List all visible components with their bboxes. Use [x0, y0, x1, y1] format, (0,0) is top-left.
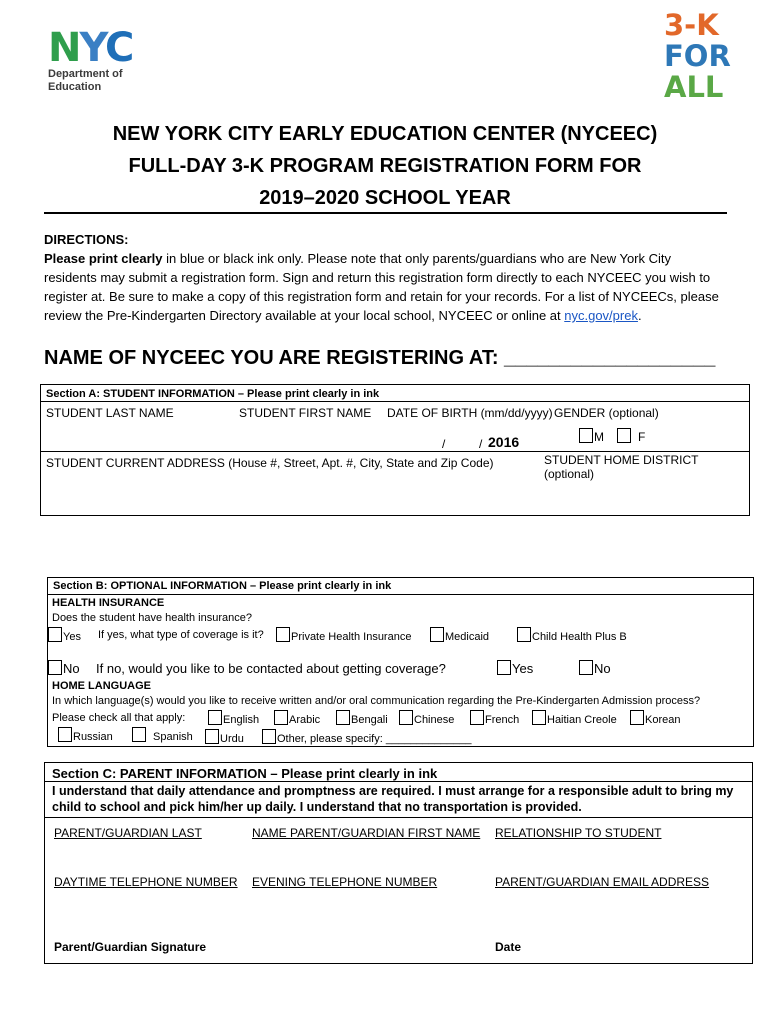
- language-question: In which language(s) would you like to receive written and/or oral communication regarding the Pre-Kindergarten Admission process?: [52, 695, 701, 707]
- section-b-prefix: Section B:: [53, 580, 111, 592]
- lang-other-checkbox[interactable]: [262, 729, 276, 744]
- directions: [44, 230, 724, 325]
- lang-bengali-label: Bengali: [351, 714, 388, 726]
- lang-russian-option[interactable]: [58, 727, 113, 743]
- section-b-header-rule: [48, 594, 753, 595]
- dob-year: 2016: [488, 434, 520, 450]
- section-a-header-rule: [41, 401, 749, 402]
- section-c: [44, 762, 753, 964]
- lang-urdu-option[interactable]: [205, 729, 244, 745]
- lang-korean-option[interactable]: [630, 710, 680, 726]
- lang-urdu-checkbox[interactable]: [205, 729, 219, 744]
- logo-for: FOR: [664, 39, 731, 73]
- directions-lead: Please print clearly: [44, 251, 163, 266]
- lang-urdu-label: Urdu: [220, 733, 244, 745]
- section-b-title: OPTIONAL INFORMATION – Please print clearly in ink: [110, 580, 392, 592]
- relationship-label: RELATIONSHIP TO STUDENT: [495, 826, 662, 840]
- lang-bengali-option[interactable]: [336, 710, 388, 726]
- directions-heading: DIRECTIONS:: [44, 232, 129, 247]
- home-district-label: STUDENT HOME DISTRICT (optional): [544, 453, 699, 481]
- lang-other-option[interactable]: [262, 729, 471, 745]
- lang-spanish-option[interactable]: [132, 727, 193, 743]
- medicaid-label: Medicaid: [445, 631, 490, 643]
- section-a-header: Section A: STUDENT INFORMATION – Please print clearly in ink: [46, 388, 380, 400]
- health-insurance-title: HEALTH INSURANCE: [52, 597, 165, 609]
- date-label: Date: [495, 940, 522, 954]
- lang-french-label: French: [485, 714, 520, 726]
- lang-haitian-creole-option[interactable]: [532, 710, 617, 726]
- lang-spanish-checkbox[interactable]: [132, 727, 146, 742]
- gender-m-checkbox[interactable]: [579, 428, 593, 443]
- logo-all: ALL: [664, 70, 724, 104]
- dob-slash-2: /: [479, 437, 483, 451]
- title-line-1: NEW YORK CITY EARLY EDUCATION CENTER (NYCEEC): [112, 123, 658, 145]
- health-insurance-question: Does the student have health insurance?: [52, 612, 252, 624]
- title-divider: [44, 212, 727, 214]
- lang-english-label: English: [223, 714, 260, 726]
- lang-chinese-label: Chinese: [414, 714, 455, 726]
- dob-label: DATE OF BIRTH (mm/dd/yyyy): [387, 406, 553, 420]
- contact-no-label: No: [594, 661, 611, 676]
- student-last-name-label: STUDENT LAST NAME: [46, 406, 174, 420]
- nyceec-name-heading: NAME OF NYCEEC YOU ARE REGISTERING AT: ___________________: [44, 347, 716, 369]
- signature-label: Parent/Guardian Signature: [54, 940, 207, 954]
- section-b-header: [53, 580, 391, 592]
- logo-3k: 3-K: [664, 8, 719, 42]
- private-insurance-label: Private Health Insurance: [291, 631, 412, 643]
- doe-label-line1: Department of: [48, 68, 123, 80]
- child-health-plus-label: Child Health Plus B: [532, 631, 627, 643]
- contact-yes-checkbox[interactable]: [497, 660, 511, 675]
- lang-haitian-creole-label: Haitian Creole: [547, 714, 617, 726]
- contact-no-checkbox[interactable]: [579, 660, 593, 675]
- contact-no-option[interactable]: [579, 660, 611, 676]
- private-insurance-checkbox[interactable]: [276, 627, 290, 642]
- lang-spanish-label: Spanish: [153, 731, 193, 743]
- gender-f-option[interactable]: [617, 428, 645, 446]
- title-line-2: FULL-DAY 3-K PROGRAM REGISTRATION FORM FOR: [128, 155, 642, 177]
- parent-first-name-label: NAME PARENT/GUARDIAN FIRST NAME: [252, 826, 481, 840]
- nyc-logo-letters: NYC: [48, 25, 133, 71]
- lang-korean-checkbox[interactable]: [630, 710, 644, 725]
- lang-french-checkbox[interactable]: [470, 710, 484, 725]
- insurance-no-option[interactable]: [48, 660, 80, 676]
- lang-french-option[interactable]: [470, 710, 519, 726]
- lang-english-checkbox[interactable]: [208, 710, 222, 725]
- section-a-row-rule: [41, 451, 749, 452]
- contact-question: If no, would you like to be contacted about getting coverage?: [96, 661, 446, 676]
- doe-label-line2: Education: [48, 81, 102, 93]
- nyc-doe-logo: [48, 25, 158, 98]
- lang-chinese-option[interactable]: [399, 710, 454, 726]
- 3k-for-all-logo: [664, 10, 744, 106]
- lang-arabic-checkbox[interactable]: [274, 710, 288, 725]
- gender-label: GENDER (optional): [554, 406, 659, 420]
- gender-f-label: F: [638, 430, 646, 444]
- lang-russian-label: Russian: [73, 731, 113, 743]
- gender-f-checkbox[interactable]: [617, 428, 631, 443]
- insurance-no-label: No: [63, 661, 80, 676]
- attendance-statement: I understand that daily attendance and promptness are required. I must arrange for a responsible adult to bring my child to school and pick him/her up daily. I understand that no transportation is provided.: [52, 784, 734, 814]
- medicaid-option[interactable]: [430, 627, 489, 643]
- private-insurance-option[interactable]: [276, 627, 411, 643]
- student-address-label: STUDENT CURRENT ADDRESS (House #, Street, Apt. #, City, State and Zip Code): [46, 456, 494, 470]
- contact-yes-label: Yes: [512, 661, 534, 676]
- directions-tail: .: [637, 308, 642, 323]
- section-a: [40, 384, 750, 516]
- child-health-plus-option[interactable]: [517, 627, 627, 643]
- parent-last-name-label: PARENT/GUARDIAN LAST: [54, 826, 202, 840]
- lang-haitian-creole-checkbox[interactable]: [532, 710, 546, 725]
- home-language-title: HOME LANGUAGE: [52, 680, 151, 692]
- lang-korean-label: Korean: [645, 714, 681, 726]
- prek-link[interactable]: nyc.gov/prek: [564, 308, 638, 323]
- section-b: [47, 577, 754, 747]
- insurance-yes-label: Yes: [63, 631, 81, 643]
- lang-arabic-label: Arabic: [289, 714, 321, 726]
- insurance-no-checkbox[interactable]: [48, 660, 62, 675]
- section-c-header-rule: [45, 781, 752, 782]
- lang-english-option[interactable]: [208, 710, 259, 726]
- medicaid-checkbox[interactable]: [430, 627, 444, 642]
- student-first-name-label: STUDENT FIRST NAME: [239, 406, 372, 420]
- directions-text: in blue or black ink only. Please note that only parents/guardians who are New York City residents may submit a registration form. Sign and return this registration form directly to each NYCEEC you wish to register at. Be sure to make a copy of this registration form and retain for your records. For a list of NYCEECs, please review the Pre-Kindergarten Directory available at your local school, NYCEEC or online at: [44, 251, 719, 323]
- lang-bengali-checkbox[interactable]: [336, 710, 350, 725]
- lang-other-label: Other, please specify: ______________: [277, 733, 472, 745]
- lang-chinese-checkbox[interactable]: [399, 710, 413, 725]
- section-c-statement-rule: [45, 817, 752, 818]
- contact-yes-option[interactable]: [497, 660, 533, 676]
- dob-slash-1: /: [442, 437, 446, 451]
- coverage-question: If yes, what type of coverage is it?: [98, 629, 264, 641]
- insurance-yes-checkbox[interactable]: [48, 627, 62, 642]
- lang-russian-checkbox[interactable]: [58, 727, 72, 742]
- daytime-phone-label: DAYTIME TELEPHONE NUMBER: [54, 875, 238, 889]
- section-c-header: Section C: PARENT INFORMATION – Please print clearly in ink: [52, 766, 438, 781]
- gender-m-option[interactable]: [579, 428, 604, 446]
- child-health-plus-checkbox[interactable]: [517, 627, 531, 642]
- evening-phone-label: EVENING TELEPHONE NUMBER: [252, 875, 438, 889]
- directions-body: [44, 249, 724, 325]
- title-line-3: 2019–2020 SCHOOL YEAR: [259, 187, 511, 209]
- email-label: PARENT/GUARDIAN EMAIL ADDRESS: [495, 875, 710, 889]
- insurance-yes-option[interactable]: [48, 627, 81, 643]
- gender-m-label: M: [594, 430, 604, 444]
- form-title: [40, 118, 730, 214]
- check-all-label: Please check all that apply:: [52, 712, 186, 724]
- lang-arabic-option[interactable]: [274, 710, 320, 726]
